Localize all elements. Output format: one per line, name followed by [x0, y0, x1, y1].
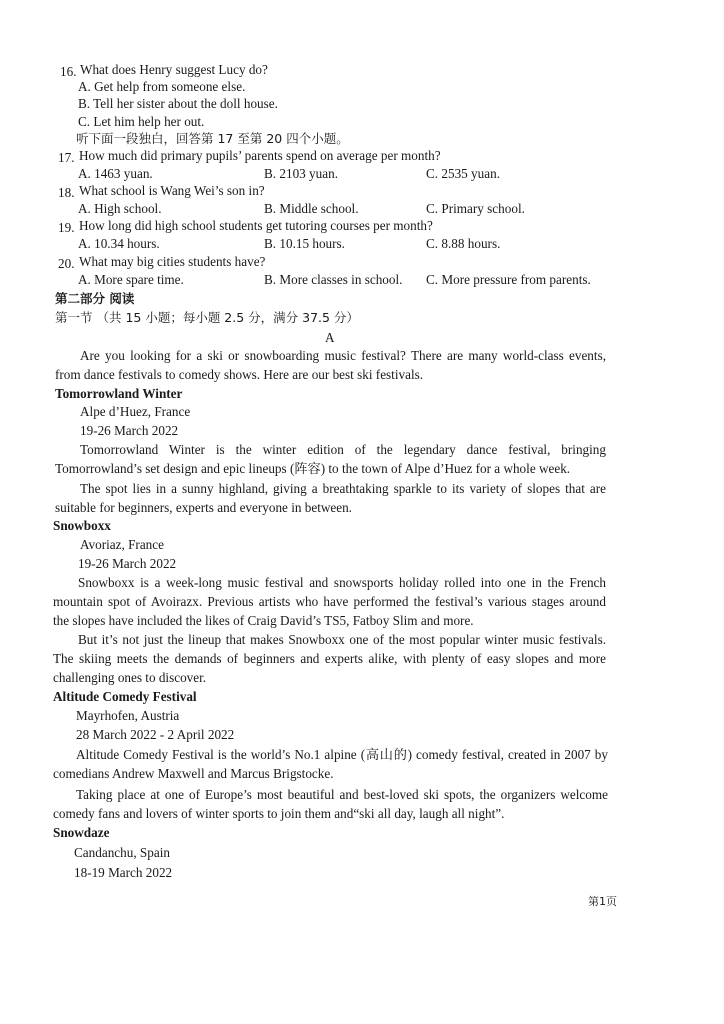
festival-2-para-1-line-2: mountain spot of Avoirazx. Previous artists who have performed the festival’s various stages around — [53, 594, 606, 609]
question-18-stem: What school is Wang Wei’s son in? — [79, 183, 265, 198]
question-20-stem: What may big cities students have? — [79, 254, 266, 269]
festival-2-para-1-line-3: the slopes have included the likes of Craig David’s TS5, Fatboy Slim and more. — [53, 613, 474, 628]
festival-3-place: Mayrhofen, Austria — [76, 708, 180, 723]
question-18-option-c: C. Primary school. — [426, 201, 525, 216]
passage-label: A — [325, 330, 335, 345]
question-20-option-b: B. More classes in school. — [264, 272, 403, 287]
festival-4-date: 18-19 March 2022 — [74, 865, 173, 880]
festival-3-name: Altitude Comedy Festival — [53, 689, 197, 704]
festival-2-para-2-line-2: The skiing meets the demands of beginners and experts alike, with plenty of easy slopes and more — [53, 651, 606, 666]
question-19-stem: How long did high school students get tutoring courses per month? — [79, 218, 433, 233]
part-two-title: 第二部分 阅读 — [55, 291, 135, 306]
festival-1-name: Tomorrowland Winter — [55, 386, 183, 401]
section-one-title: 第一节 （共 15 小题；每小题 2.5 分，满分 37.5 分） — [55, 310, 359, 325]
festival-2-date: 19-26 March 2022 — [78, 556, 177, 571]
question-19-option-c: C. 8.88 hours. — [426, 236, 501, 251]
question-18-number: 18. — [58, 185, 75, 200]
intro-line-1: Are you looking for a ski or snowboarding music festival? There are many world-class events, — [80, 348, 606, 363]
question-16-stem: What does Henry suggest Lucy do? — [80, 62, 268, 77]
page-number: 第1页 — [588, 895, 617, 908]
festival-3-date: 28 March 2022 - 2 April 2022 — [76, 727, 235, 742]
question-16-option-b: B. Tell her sister about the doll house. — [78, 96, 278, 111]
question-19-option-b: B. 10.15 hours. — [264, 236, 345, 251]
question-17-stem: How much did primary pupils’ parents spend on average per month? — [79, 148, 441, 163]
festival-1-para-2-line-1: The spot lies in a sunny highland, giving a breathtaking sparkle to its variety of slopes that are — [80, 481, 606, 496]
listening-instruction: 听下面一段独白，回答第 17 至第 20 四个小题。 — [76, 131, 349, 146]
festival-3-para-2-line-2: comedy fans and lovers of winter sports to join them and“ski all day, laugh all night”. — [53, 806, 505, 821]
festival-1-para-2-line-2: suitable for beginners, experts and everyone in between. — [55, 500, 352, 515]
festival-1-place: Alpe d’Huez, France — [80, 404, 191, 419]
question-17-number: 17. — [58, 150, 75, 165]
festival-2-para-2-line-3: challenging ones to discover. — [53, 670, 207, 685]
question-17-option-c: C. 2535 yuan. — [426, 166, 500, 181]
festival-1-para-1-line-2: Tomorrowland’s set design and epic lineups (阵容) to the town of Alpe d’Huez for a whole week. — [55, 461, 571, 476]
festival-4-name: Snowdaze — [53, 825, 110, 840]
festival-2-place: Avoriaz, France — [80, 537, 164, 552]
question-18-option-b: B. Middle school. — [264, 201, 359, 216]
festival-3-para-1-line-1: Altitude Comedy Festival is the world’s No.1 alpine (高山的) comedy festival, created in 2007 by — [76, 747, 608, 762]
festival-4-place: Candanchu, Spain — [74, 845, 170, 860]
question-20-option-a: A. More spare time. — [78, 272, 184, 287]
question-18-option-a: A. High school. — [78, 201, 162, 216]
question-20-number: 20. — [58, 256, 75, 271]
festival-1-date: 19-26 March 2022 — [80, 423, 179, 438]
festival-3-para-2-line-1: Taking place at one of Europe’s most beautiful and best-loved ski spots, the organizers welcome — [76, 787, 608, 802]
festival-2-para-1-line-1: Snowboxx is a week-long music festival and snowsports holiday rolled into one in the French — [78, 575, 606, 590]
festival-2-para-2-line-1: But it’s not just the lineup that makes Snowboxx one of the most popular winter music festivals. — [78, 632, 606, 647]
question-19-number: 19. — [58, 220, 75, 235]
question-17-option-b: B. 2103 yuan. — [264, 166, 338, 181]
intro-line-2: from dance festivals to comedy shows. Here are our best ski festivals. — [55, 367, 424, 382]
question-20-option-c: C. More pressure from parents. — [426, 272, 591, 287]
question-16-option-a: A. Get help from someone else. — [78, 79, 246, 94]
festival-3-para-1-line-2: comedians Andrew Maxwell and Marcus Brigstocke. — [53, 766, 334, 781]
question-16-number: 16. — [60, 64, 77, 79]
question-16-option-c: C. Let him help her out. — [78, 114, 205, 129]
question-19-option-a: A. 10.34 hours. — [78, 236, 160, 251]
festival-1-para-1-line-1: Tomorrowland Winter is the winter edition of the legendary dance festival, bringing — [80, 442, 606, 457]
question-17-option-a: A. 1463 yuan. — [78, 166, 153, 181]
festival-2-name: Snowboxx — [53, 518, 111, 533]
